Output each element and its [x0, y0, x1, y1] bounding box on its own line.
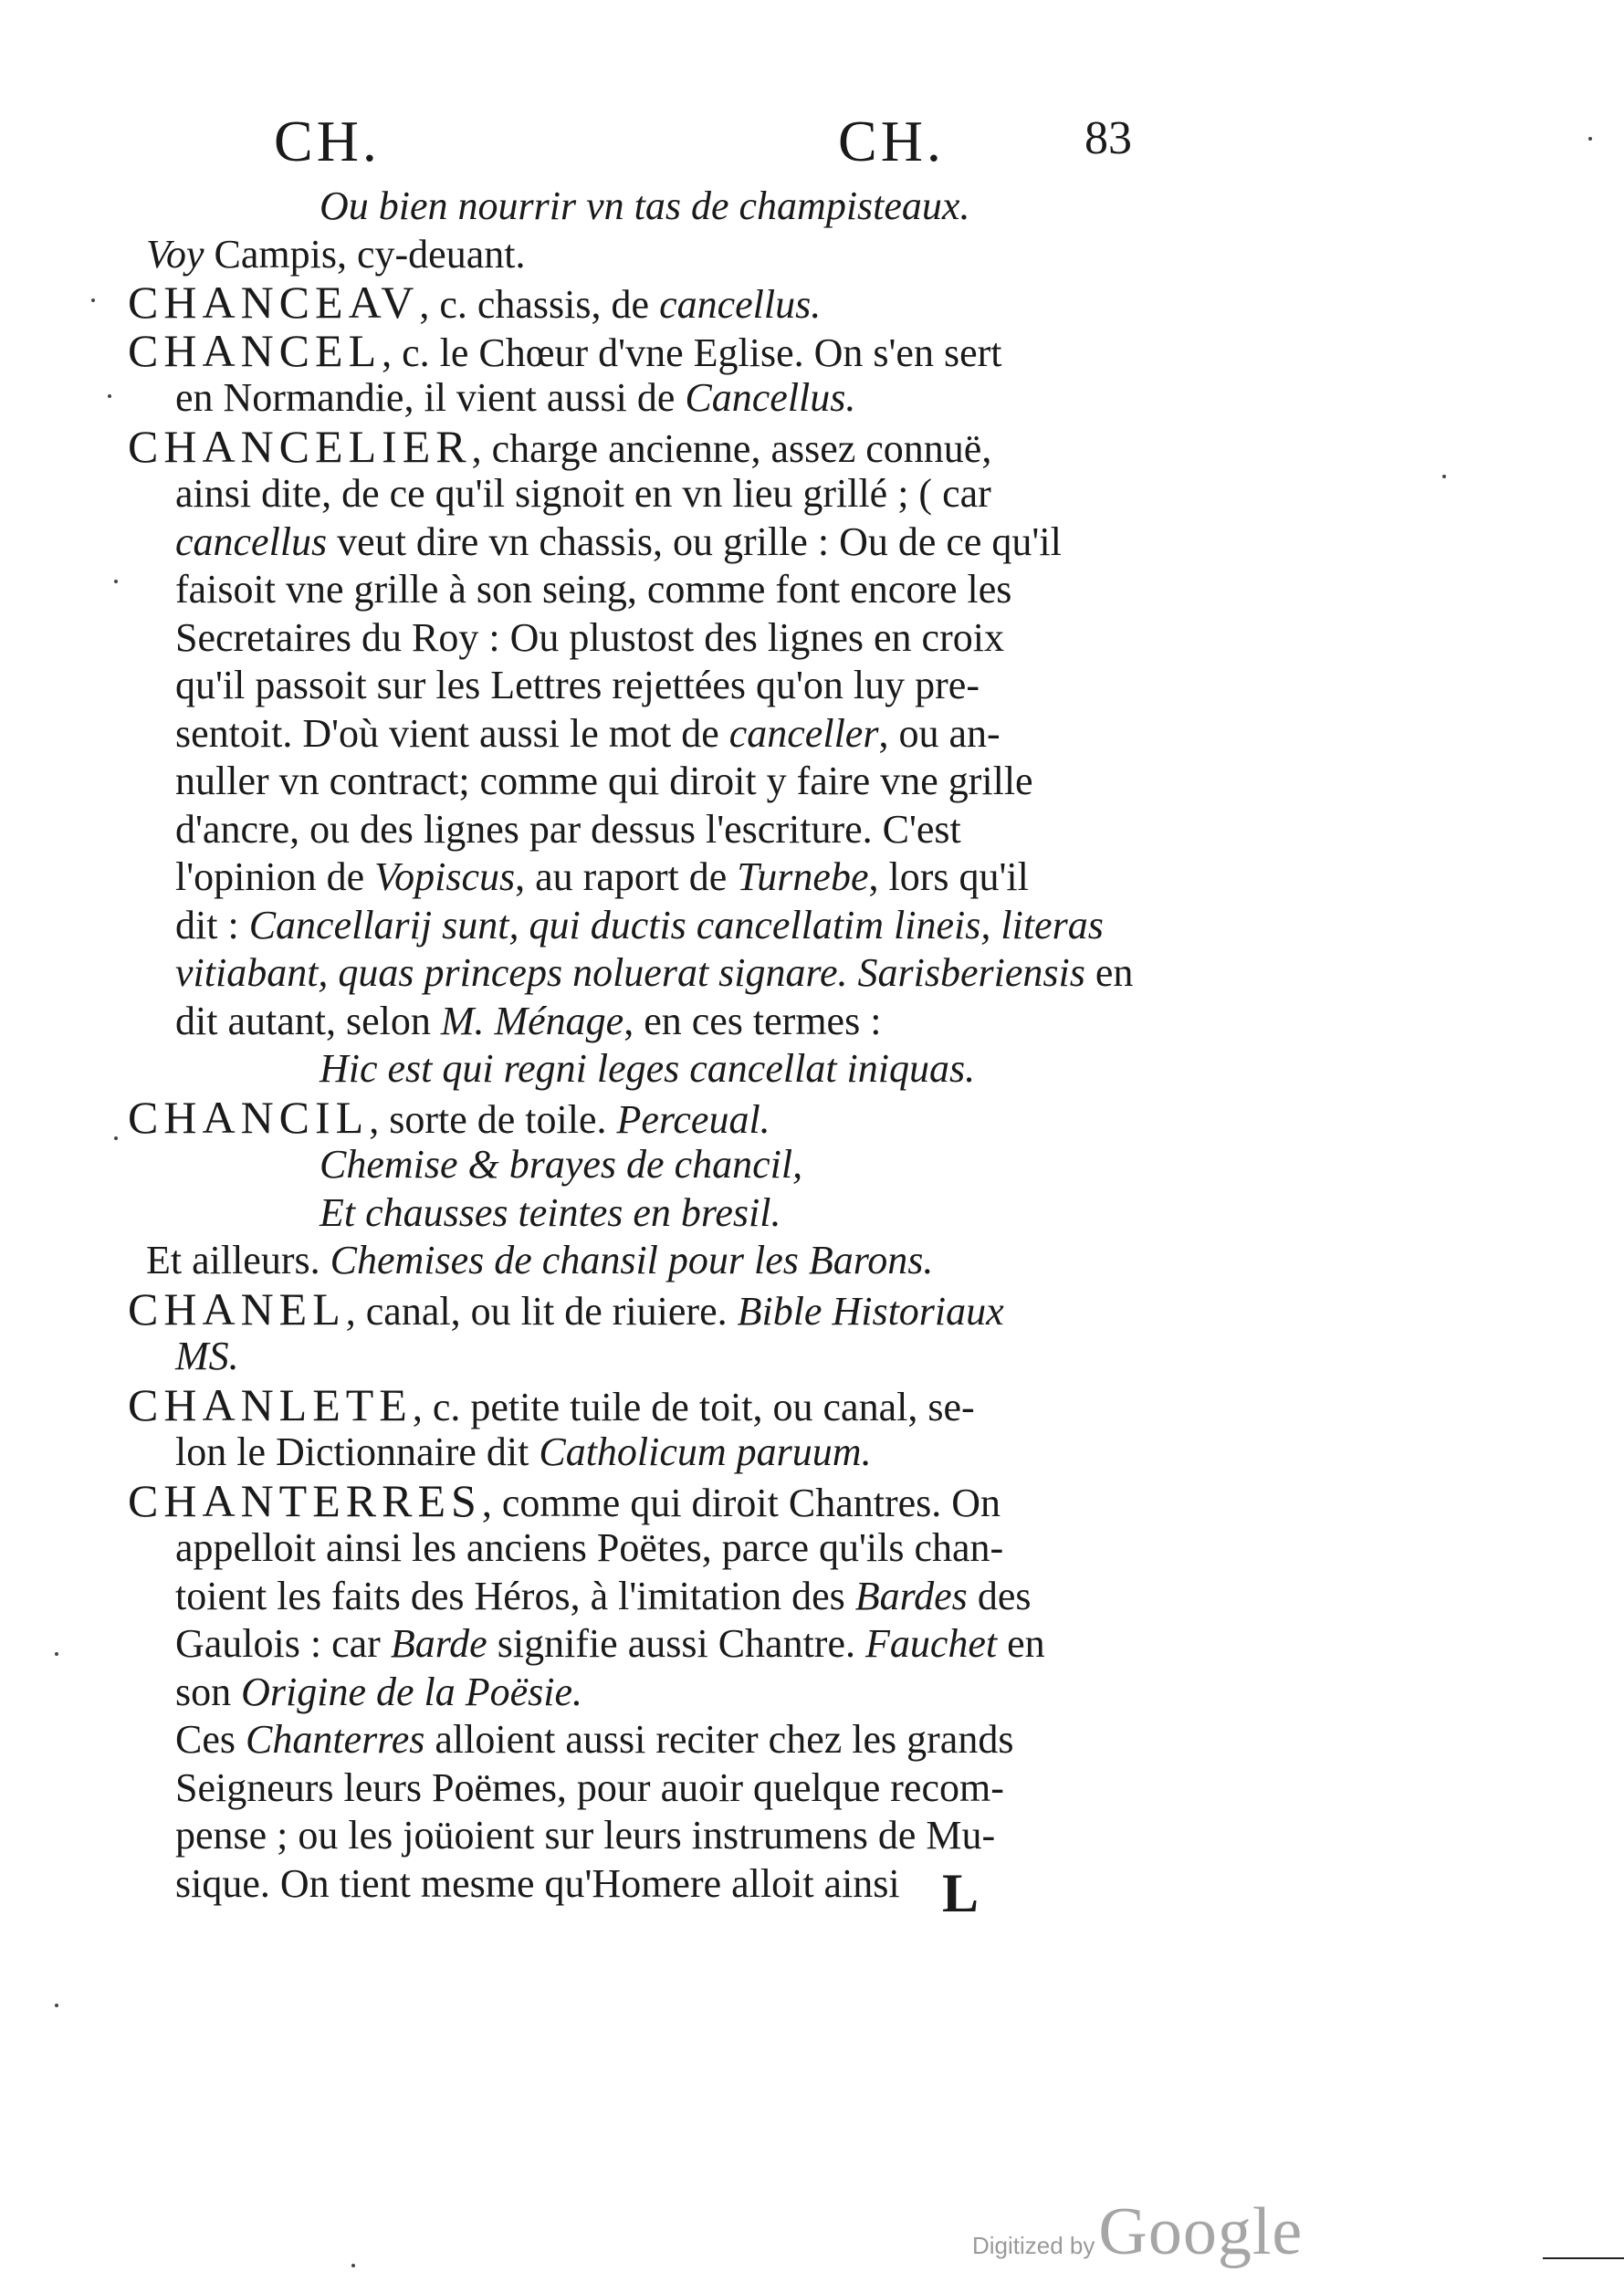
body-text: , en ces termes : — [623, 998, 882, 1043]
text-line — [128, 1573, 1168, 1621]
text-line — [128, 278, 1168, 327]
body-text: , c. le Chœur d'vne Eglise. On s'en sert — [382, 330, 1002, 375]
text-line — [128, 566, 1168, 614]
body-text: Ces — [175, 1717, 246, 1762]
text-line — [128, 470, 1168, 518]
headword: CHANCEAV — [128, 277, 420, 328]
text-line — [128, 324, 1168, 376]
margin-speck — [1442, 475, 1446, 478]
text-line — [128, 1378, 1168, 1430]
margin-speck — [114, 1136, 118, 1140]
italic-text: Barde — [390, 1621, 487, 1666]
text-line — [128, 374, 1168, 423]
text-line — [128, 1189, 1168, 1238]
body-text: lon le Dictionnaire dit — [175, 1429, 540, 1474]
body-text: , c. petite tuile de toit, ou canal, se- — [412, 1384, 975, 1429]
body-text: veut dire vn chassis, ou grille : Ou de ce qu'il — [327, 518, 1062, 564]
text-line — [128, 949, 1168, 998]
body-text: Seigneurs leurs Poëmes, pour auoir quelque recom- — [175, 1764, 1004, 1810]
body-text: toient les faits des Héros, à l'imitation des — [175, 1573, 855, 1618]
body-text: dit : — [175, 902, 249, 947]
body-text: signifie aussi Chantre. — [487, 1621, 865, 1666]
text-line — [128, 662, 1168, 710]
text-line — [128, 231, 1168, 279]
italic-text: Cancellarij sunt, qui ductis cancellatim lineis, literas — [248, 902, 1104, 947]
italic-text: Voy — [146, 231, 204, 277]
italic-text: Perceual. — [616, 1096, 770, 1142]
text-line — [128, 998, 1168, 1046]
body-text: en Normandie, il vient aussi de — [175, 375, 686, 420]
signature-mark: L — [942, 1863, 980, 1923]
italic-text: vitiabant, quas princeps noluerat signare. Sarisberiensis — [175, 950, 1085, 995]
italic-text: Chemises de chansil pour les Barons. — [330, 1238, 934, 1282]
headword: CHANCELIER — [128, 420, 472, 472]
italic-text: cancellus — [175, 518, 328, 564]
text-line — [128, 1474, 1168, 1526]
italic-text: Fauchet — [864, 1621, 998, 1666]
italic-text: MS. — [175, 1334, 239, 1378]
body-text: ainsi dite, de ce qu'il signoit en vn lieu grillé ; ( car — [175, 471, 991, 516]
running-head-left: CH. — [274, 109, 381, 173]
text-line — [128, 420, 1168, 472]
body-text: en — [997, 1621, 1045, 1666]
italic-text: Origine de la Poësie. — [241, 1669, 583, 1714]
text-line — [128, 614, 1168, 663]
margin-speck — [55, 1652, 58, 1656]
body-text: faisoit vne grille à son seing, comme font encore les — [175, 567, 1012, 612]
italic-text: canceller — [728, 710, 879, 756]
running-head-center: CH. — [838, 109, 945, 173]
text-line — [128, 1669, 1168, 1717]
body-text: l'opinion de — [175, 854, 375, 899]
body-text: sentoit. D'où vient aussi le mot de — [175, 710, 729, 756]
body-text: , sorte de toile. — [369, 1096, 617, 1142]
italic-text: Chemise & brayes de chancil, — [320, 1142, 803, 1187]
body-text: , comme qui diroit Chantres. On — [481, 1480, 1001, 1525]
italic-text: Chanterres — [246, 1717, 425, 1762]
margin-speck — [114, 580, 118, 583]
text-line — [128, 1764, 1168, 1813]
headword: CHANLETE — [128, 1378, 413, 1430]
italic-text: M. Ménage — [440, 998, 624, 1043]
text-line — [128, 1524, 1168, 1573]
body-text: dit autant, selon — [175, 998, 441, 1043]
margin-speck — [351, 2264, 355, 2267]
text-line — [128, 1716, 1168, 1764]
text-line — [128, 1812, 1168, 1860]
italic-text: Vopiscus — [374, 854, 516, 899]
text-line — [128, 183, 1168, 231]
body-text: , ou an- — [878, 710, 1001, 756]
digitized-watermark — [972, 2193, 1303, 2271]
headword: CHANCEL — [128, 324, 382, 376]
margin-speck — [91, 298, 95, 302]
italic-text: Cancellus. — [685, 375, 856, 420]
body-text: Gaulois : car — [175, 1621, 391, 1666]
body-text: alloient aussi reciter chez les grands — [424, 1717, 1014, 1762]
text-line — [128, 1429, 1168, 1477]
headword: CHANEL — [128, 1282, 346, 1335]
body-text: , lors qu'il — [868, 854, 1029, 899]
text-line — [128, 518, 1168, 567]
headword: CHANCIL — [128, 1091, 370, 1143]
text-line — [128, 1091, 1168, 1143]
body-text: des — [967, 1573, 1032, 1618]
body-text: , canal, ou lit de riuiere. — [345, 1288, 738, 1334]
text-line — [128, 758, 1168, 806]
text-line — [128, 1237, 1168, 1285]
text-line — [128, 1282, 1168, 1335]
italic-text: Bible Historiaux — [737, 1288, 1004, 1334]
headword: CHANTERRES — [128, 1474, 482, 1526]
italic-text: Catholicum paruum. — [539, 1429, 872, 1474]
body-text: appelloit ainsi les anciens Poëtes, parce qu'ils chan- — [175, 1525, 1004, 1570]
italic-text: Et chausses teintes en bresil. — [320, 1189, 781, 1235]
text-line — [128, 1045, 1168, 1094]
text-line — [128, 710, 1168, 759]
margin-speck — [108, 394, 111, 398]
body-text: qu'il passoit sur les Lettres rejettées qu'on luy pre- — [175, 663, 980, 707]
body-text: nuller vn contract; comme qui diroit y faire vne grille — [175, 759, 1033, 803]
text-line — [128, 853, 1168, 902]
body-text: , charge ancienne, assez connuë, — [471, 425, 992, 471]
dictionary-text — [128, 183, 1168, 1908]
body-text: Secretaires du Roy : Ou plustost des lignes en croix — [175, 614, 1004, 660]
text-line — [128, 1333, 1168, 1381]
margin-speck — [55, 2004, 58, 2007]
text-line — [128, 1860, 1168, 1909]
page-number: 83 — [1084, 112, 1132, 164]
watermark-prefix: Digitized by — [972, 2232, 1095, 2259]
body-text: en — [1084, 950, 1134, 995]
text-line — [128, 806, 1168, 854]
italic-text: Turnebe — [737, 854, 869, 899]
body-text: d'ancre, ou des lignes par dessus l'escriture. C'est — [175, 806, 961, 852]
body-text: sique. On tient mesme qu'Homere alloit ainsi — [175, 1860, 900, 1906]
body-text: , c. chassis, de — [419, 282, 660, 327]
bottom-edge-rule — [1543, 2257, 1624, 2259]
italic-text: Ou bien nourrir vn tas de champisteaux. — [320, 183, 970, 228]
body-text: pense ; ou les joüoient sur leurs instrumens de Mu- — [175, 1813, 996, 1858]
body-text: son — [175, 1669, 242, 1714]
body-text: Campis, cy-deuant. — [204, 231, 526, 277]
google-logo: Google — [1098, 2194, 1304, 2269]
margin-speck — [1588, 137, 1592, 141]
text-line — [128, 902, 1168, 950]
text-line — [128, 1620, 1168, 1669]
body-text: , au raport de — [515, 854, 738, 899]
italic-text: Hic est qui regni leges cancellat iniquas. — [320, 1046, 976, 1091]
italic-text: cancellus. — [659, 282, 822, 327]
italic-text: Bardes — [854, 1573, 968, 1618]
body-text: Et ailleurs. — [146, 1238, 330, 1282]
text-line — [128, 1141, 1168, 1189]
